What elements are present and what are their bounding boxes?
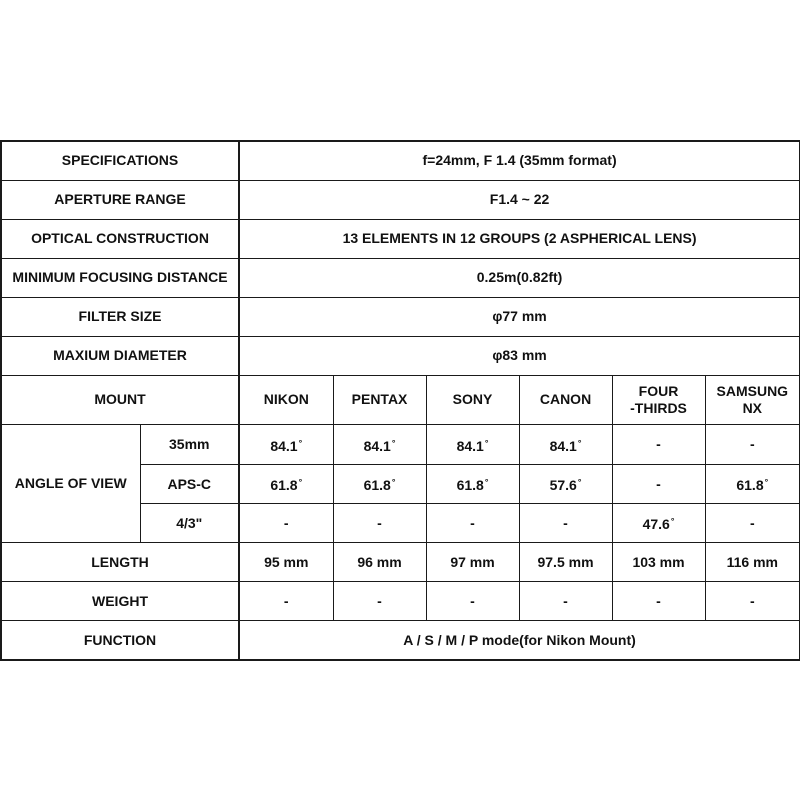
angle-value: - xyxy=(749,514,755,531)
length-label: LENGTH xyxy=(1,543,239,582)
angle-35mm-pentax xyxy=(333,424,426,464)
row-aperture-range xyxy=(1,180,800,219)
row-length xyxy=(1,543,800,582)
angle-value: 84.1 xyxy=(270,437,298,454)
angle-aps-c-sony xyxy=(426,465,519,504)
angle-aps-c-nikon xyxy=(239,465,333,504)
row-minimum-focusing-distance xyxy=(1,258,800,297)
length-canon: 97.5 mm xyxy=(519,543,612,582)
degree-mark: ° xyxy=(484,437,489,448)
optical-construction-value: 13 ELEMENTS IN 12 GROUPS (2 ASPHERICAL LENS) xyxy=(239,219,800,258)
lens-spec-table xyxy=(0,140,800,661)
angle-value: - xyxy=(563,514,568,531)
angle-value: - xyxy=(749,436,755,452)
function-value: A / S / M / P mode(for Nikon Mount) xyxy=(239,621,800,660)
angle-35mm-sony xyxy=(426,424,519,464)
weight-sony: - xyxy=(426,582,519,621)
minimum-focusing-distance-value: 0.25m(0.82ft) xyxy=(239,258,800,297)
specifications-label: SPECIFICATIONS xyxy=(1,141,239,180)
filter-size-value: φ77 mm xyxy=(239,297,800,336)
specifications-value: f=24mm, F 1.4 (35mm format) xyxy=(239,141,800,180)
angle-35mm-four-thirds xyxy=(612,424,705,464)
angle-35mm-samsung-nx xyxy=(705,424,800,464)
degree-mark: ° xyxy=(391,477,396,488)
angle-35mm-canon xyxy=(519,424,612,464)
degree-mark: ° xyxy=(764,477,769,488)
row-specifications xyxy=(1,141,800,180)
degree-mark: ° xyxy=(577,477,582,488)
angle-43-nikon xyxy=(239,504,333,543)
angle-value: 61.8 xyxy=(363,477,391,494)
angle-value: 84.1 xyxy=(363,437,391,454)
degree-mark: ° xyxy=(391,437,396,448)
angle-value: 61.8 xyxy=(270,477,298,494)
angle-value: 61.8 xyxy=(456,477,484,494)
aperture-range-label: APERTURE RANGE xyxy=(1,180,239,219)
maxium-diameter-value: φ83 mm xyxy=(239,336,800,375)
angle-format-aps-c: APS-C xyxy=(140,465,239,504)
angle-value: 57.6 xyxy=(549,477,577,494)
angle-aps-c-four-thirds xyxy=(612,465,705,504)
degree-mark: ° xyxy=(484,477,489,488)
row-optical-construction xyxy=(1,219,800,258)
row-function xyxy=(1,621,800,660)
mount-four-thirds: FOUR -THIRDS xyxy=(612,375,705,424)
angle-43-pentax xyxy=(333,504,426,543)
degree-mark: ° xyxy=(670,516,675,527)
length-pentax: 96 mm xyxy=(333,543,426,582)
weight-pentax: - xyxy=(333,582,426,621)
row-mount xyxy=(1,375,800,424)
angle-43-canon xyxy=(519,504,612,543)
angle-of-view-label: ANGLE OF VIEW xyxy=(1,424,140,542)
maxium-diameter-label: MAXIUM DIAMETER xyxy=(1,336,239,375)
length-nikon: 95 mm xyxy=(239,543,333,582)
aperture-range-value: F1.4 ~ 22 xyxy=(239,180,800,219)
degree-mark: ° xyxy=(577,437,582,448)
degree-mark: ° xyxy=(298,437,303,448)
angle-value: 84.1 xyxy=(549,437,577,454)
length-four-thirds: 103 mm xyxy=(612,543,705,582)
angle-value: 61.8 xyxy=(736,477,764,494)
weight-canon: - xyxy=(519,582,612,621)
angle-value: - xyxy=(377,514,382,531)
degree-mark: ° xyxy=(298,477,303,488)
angle-value: 84.1 xyxy=(456,437,484,454)
angle-value: - xyxy=(656,436,661,452)
mount-pentax: PENTAX xyxy=(333,375,426,424)
filter-size-label: FILTER SIZE xyxy=(1,297,239,336)
angle-value: 47.6 xyxy=(642,516,670,533)
weight-samsung-nx: - xyxy=(705,582,800,621)
angle-aps-c-pentax xyxy=(333,465,426,504)
angle-aps-c-canon xyxy=(519,465,612,504)
mount-canon: CANON xyxy=(519,375,612,424)
mount-sony: SONY xyxy=(426,375,519,424)
minimum-focusing-distance-label: MINIMUM FOCUSING DISTANCE xyxy=(1,258,239,297)
weight-four-thirds: - xyxy=(612,582,705,621)
row-filter-size xyxy=(1,297,800,336)
length-samsung-nx: 116 mm xyxy=(705,543,800,582)
weight-label: WEIGHT xyxy=(1,582,239,621)
length-sony: 97 mm xyxy=(426,543,519,582)
row-weight xyxy=(1,582,800,621)
function-label: FUNCTION xyxy=(1,621,239,660)
weight-nikon: - xyxy=(239,582,333,621)
angle-35mm-nikon xyxy=(239,424,333,464)
optical-construction-label: OPTICAL CONSTRUCTION xyxy=(1,219,239,258)
row-angle-35mm xyxy=(1,424,800,464)
angle-value: - xyxy=(470,514,475,531)
angle-43-four-thirds xyxy=(612,504,705,543)
angle-format-35mm: 35mm xyxy=(140,424,239,464)
row-maxium-diameter xyxy=(1,336,800,375)
angle-value: - xyxy=(283,514,289,531)
mount-nikon: NIKON xyxy=(239,375,333,424)
mount-label: MOUNT xyxy=(1,375,239,424)
angle-value: - xyxy=(656,475,661,492)
mount-samsung-nx: SAMSUNG NX xyxy=(705,375,800,424)
angle-format-four-thirds: 4/3" xyxy=(140,504,239,543)
angle-43-samsung-nx xyxy=(705,504,800,543)
angle-aps-c-samsung-nx xyxy=(705,465,800,504)
angle-43-sony xyxy=(426,504,519,543)
